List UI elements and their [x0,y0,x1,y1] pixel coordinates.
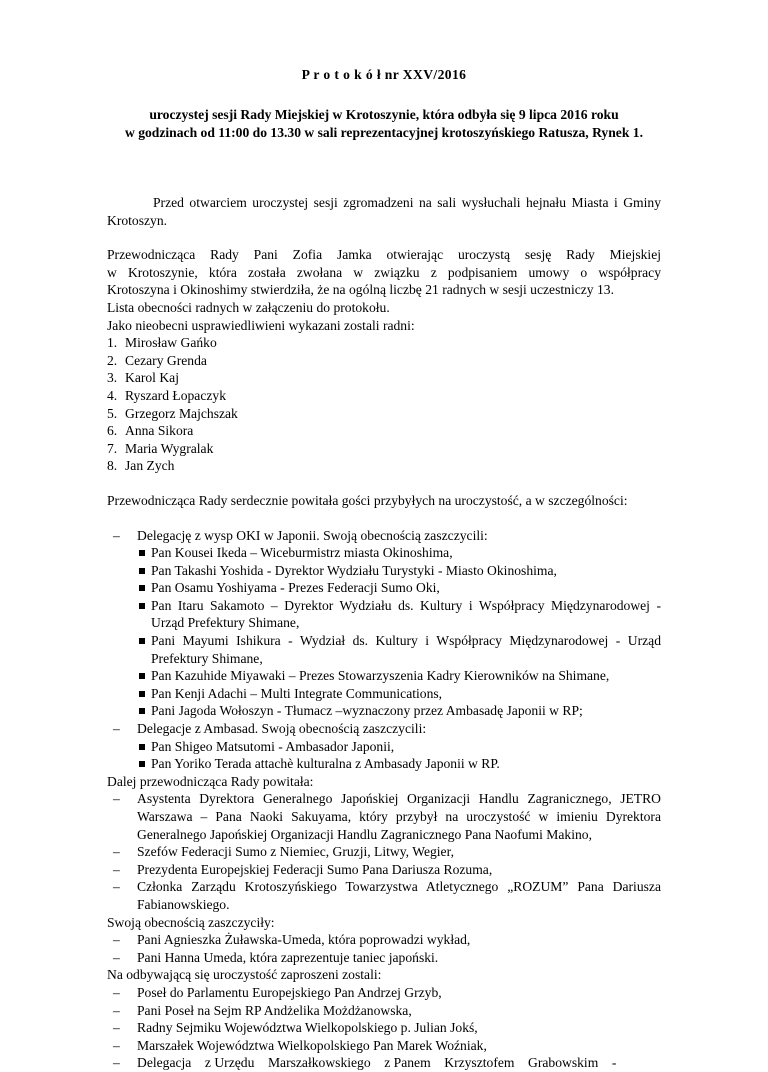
square-bullet-icon [137,702,151,720]
dash-bullet: – [113,949,120,965]
opening-line: Przewodnicząca Rady Pani Zofia Jamka otwierając uroczystą sesję Rady Miejskiej [107,247,661,263]
list-item: – Pani Hanna Umeda, która zaprezentuje taniec japoński. [107,949,661,967]
dash-bullet: – [113,932,120,948]
intro-paragraph: Przed otwarciem uroczystej sesji zgromadzeni na sali wysłuchali hejnału Miasta i Gminy Krotoszyn. [107,195,661,228]
further-intro: Dalej przewodnicząca Rady powitała: [107,773,314,789]
dash-bullet: – [113,1002,120,1018]
list-item: – Szefów Federacji Sumo z Niemiec, Gruzji, Litwy, Wegier, [107,843,661,861]
list-item: – Marszałek Województwa Wielkopolskiego Pan Marek Woźniak, [107,1037,661,1055]
dash-bullet: – [113,527,120,543]
list-item: 1. Mirosław Gańko [107,335,217,351]
list-item: 4. Ryszard Łopaczyk [107,387,226,403]
list-item: 8. Jan Zych [107,458,175,474]
square-bullet-icon [137,544,151,562]
list-item: Pan Itaru Sakamoto – Dyrektor Wydziału ds. Kultury i Współpracy Międzynarodowej - Urząd Prefektury Shimane, [137,597,661,632]
list-item: Pan Yoriko Terada attachè kulturalna z Ambasady Japonii w RP. [137,755,661,773]
square-bullet-icon [137,685,151,703]
list-item: – Pani Agnieszka Żuławska-Umeda, która poprowadzi wykład, [107,931,661,949]
absent-list [107,334,661,475]
list-item: Pani Mayumi Ishikura - Wydział ds. Kultury i Współpracy Międzynarodowej - Urząd Prefektury Shimane, [137,632,661,667]
square-bullet-icon [137,597,151,632]
dash-bullet: – [113,791,120,807]
dash-bullet: – [113,879,120,895]
list-item: Pan Takashi Yoshida - Dyrektor Wydziału Turystyki - Miasto Okinoshima, [137,562,661,580]
list-item: – Delegacje z Ambasad. Swoją obecnością zaszczycili: [107,720,661,738]
list-item: Pan Osamu Yoshiyama - Prezes Federacji Sumo Oki, [137,579,661,597]
dash-bullet: – [113,861,120,877]
square-bullet-icon [137,738,151,756]
square-bullet-icon [137,632,151,667]
list-item: 6. Anna Sikora [107,423,194,439]
list-item: 7. Maria Wygralak [107,440,214,456]
absent-intro: Jako nieobecni usprawiedliwieni wykazani zostali radni: [107,317,415,333]
attendance-note: Lista obecności radnych w załączeniu do protokołu. [107,299,390,315]
list-item: 3. Karol Kaj [107,370,179,386]
document-body [107,154,661,1072]
opening-line: Krotoszyna i Okinoshimy stwierdziła, że na ogólną liczbę 21 radnych w sesji uczestniczy 13. [107,282,614,298]
list-item: – Radny Sejmiku Województwa Wielkopolskiego p. Julian Jokś, [107,1019,661,1037]
square-bullet-icon [137,579,151,597]
document-subtitle [100,106,668,141]
dash-bullet: – [113,1037,120,1053]
list-item: – Pani Poseł na Sejm RP Andżelika Możdżanowska, [107,1002,661,1020]
list-item: – Delegacja z Urzędu Marszałkowskiego z Panem Krzysztofem Grabowskim - [107,1054,661,1072]
invited-intro: Na odbywającą się uroczystość zaproszeni zostali: [107,967,382,983]
list-item: Pan Shigeo Matsutomi - Ambasador Japonii, [137,738,661,756]
dash-bullet: – [113,1055,120,1071]
list-item: 2. Cezary Grenda [107,352,207,368]
list-item: Pan Kousei Ikeda – Wiceburmistrz miasta Okinoshima, [137,544,661,562]
list-item: – Delegację z wysp OKI w Japonii. Swoją obecnością zaszczycili: [107,527,661,545]
document-title: P r o t o k ó ł nr XXV/2016 [301,67,467,82]
list-item: – Prezydenta Europejskiej Federacji Sumo Pana Dariusza Rozuma, [107,861,661,879]
square-bullet-icon [137,667,151,685]
square-bullet-icon [137,755,151,773]
dash-bullet: – [113,984,120,1000]
honored-intro: Swoją obecnością zaszczyciły: [107,914,275,930]
list-item: – Członka Zarządu Krotoszyńskiego Towarzystwa Atletycznego „ROZUM” Pana Dariusza Fabianowskiego. [107,878,661,913]
opening-line: w Krotoszynie, która została zwołana w związku z podpisaniem umowy o współpracy [107,264,661,280]
dash-bullet: – [113,721,120,737]
list-item: 5. Grzegorz Majchszak [107,405,238,421]
list-item: – Poseł do Parlamentu Europejskiego Pan Andrzej Grzyb, [107,984,661,1002]
list-item: Pan Kenji Adachi – Multi Integrate Communications, [137,685,661,703]
list-item: – Asystenta Dyrektora Generalnego Japońskiej Organizacji Handlu Zagranicznego, JETRO Warszawa – Pana Naoki Sakuyama, który przybył na uroczystość w imieniu Dyrektora Generalnego Japońskiej Organizacji Handlu Zagranicznego Pana Naofumi Makino, [107,790,661,843]
subtitle-line: uroczystej sesji Rady Miejskiej w Krotoszynie, która odbyła się 9 lipca 2016 roku [149,107,619,122]
list-item: Pani Jagoda Wołoszyn - Tłumacz –wyznaczony przez Ambasadę Japonii w RP; [137,702,661,720]
list-item: Pan Kazuhide Miyawaki – Prezes Stowarzyszenia Kadry Kierowników na Shimane, [137,667,661,685]
dash-bullet: – [113,844,120,860]
subtitle-line: w godzinach od 11:00 do 13.30 w sali reprezentacyjnej krotoszyńskiego Ratusza, Rynek 1. [125,124,643,140]
square-bullet-icon [137,562,151,580]
greeting-paragraph: Przewodnicząca Rady serdecznie powitała gości przybyłych na uroczystość, a w szczególności: [107,492,628,508]
dash-bullet: – [113,1020,120,1036]
